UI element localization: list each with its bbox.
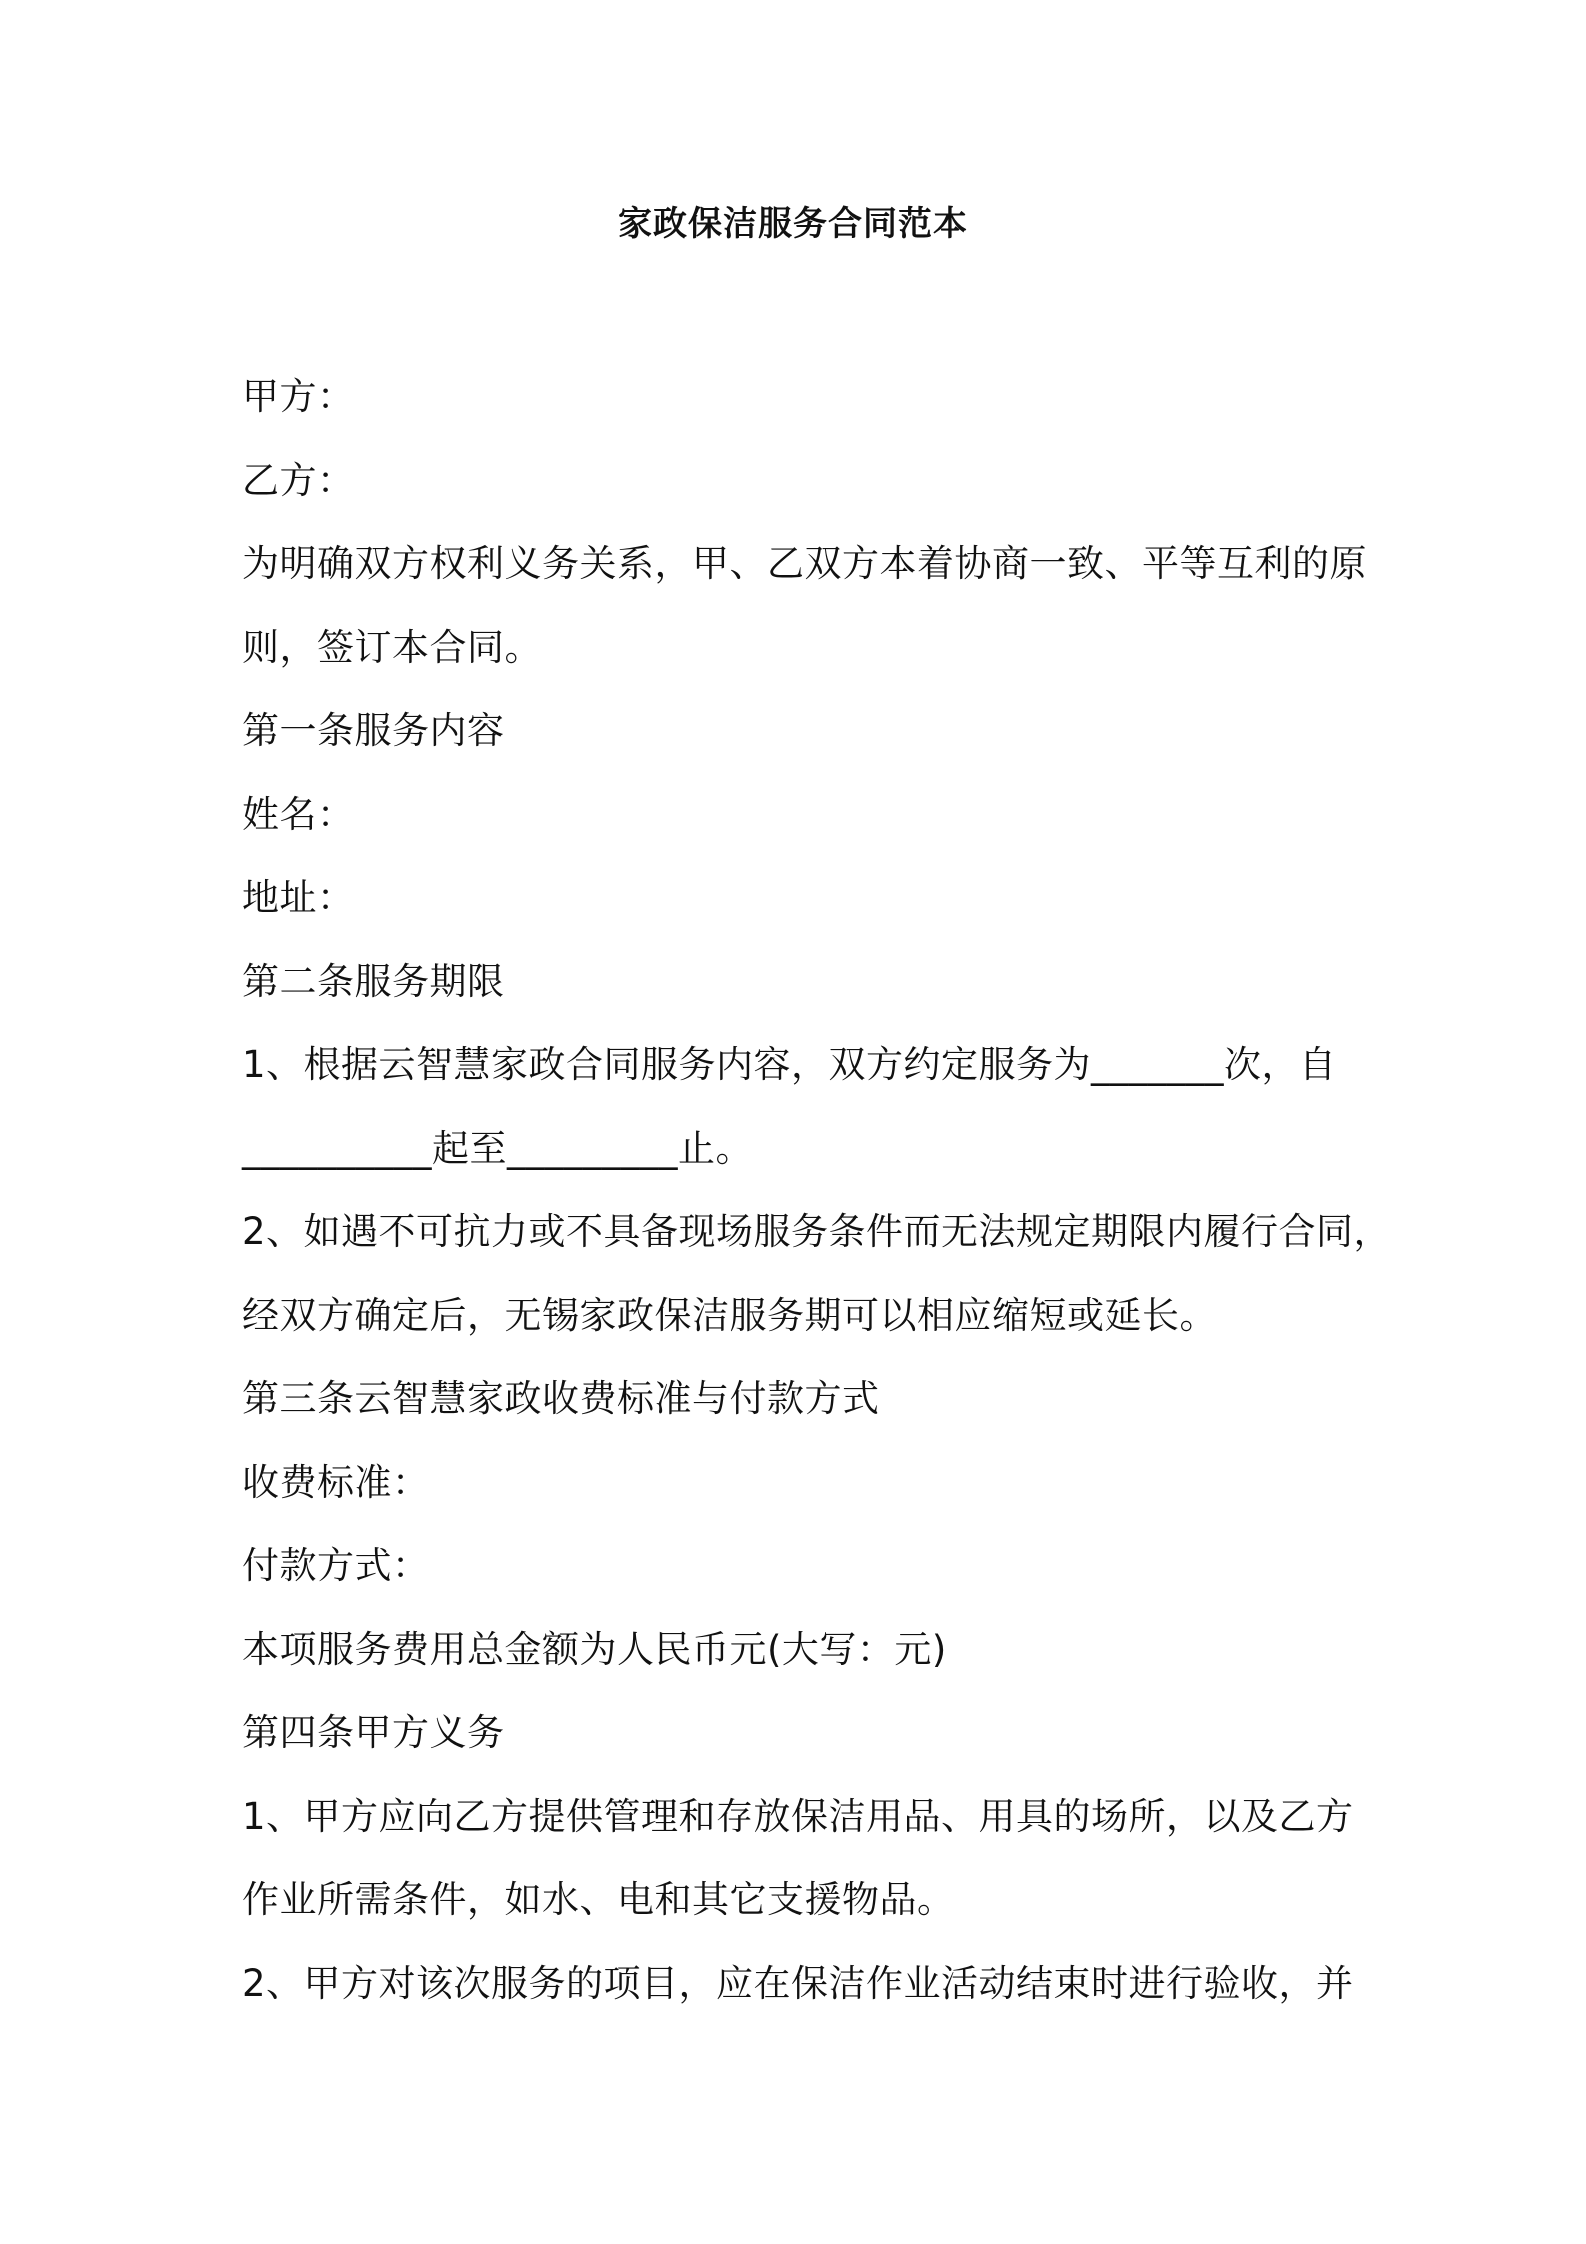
fee-standard-label: 收费标准： <box>242 1461 430 1504</box>
article-4-heading: 第四条甲方义务 <box>242 1711 505 1754</box>
obligation-1-line-1: 1、甲方应向乙方提供管理和存放保洁用品、用具的场所，以及乙方 <box>242 1795 1354 1838</box>
term-clause-1-line-1: 1、根据云智慧家政合同服务内容，双方约定服务为_______次，自 <box>242 1043 1337 1086</box>
preamble-line-1: 为明确双方权利义务关系，甲、乙双方本着协商一致、平等互利的原 <box>242 542 1367 585</box>
term-clause-2-line-1: 2、如遇不可抗力或不具备现场服务条件而无法规定期限内履行合同， <box>242 1210 1392 1253</box>
total-amount-line: 本项服务费用总金额为人民币元(大写：元) <box>242 1628 947 1671</box>
article-3-heading: 第三条云智慧家政收费标准与付款方式 <box>242 1377 880 1420</box>
article-1-heading: 第一条服务内容 <box>242 709 505 752</box>
party-a-label: 甲方： <box>242 375 355 418</box>
payment-method-label: 付款方式： <box>242 1544 430 1587</box>
article-2-heading: 第二条服务期限 <box>242 960 505 1003</box>
address-field-label: 地址： <box>242 876 355 919</box>
preamble-line-2: 则，签订本合同。 <box>242 626 542 669</box>
name-field-label: 姓名： <box>242 793 355 836</box>
party-b-label: 乙方： <box>242 459 355 502</box>
term-clause-2-line-2: 经双方确定后，无锡家政保洁服务期可以相应缩短或延长。 <box>242 1294 1217 1337</box>
obligation-1-line-2: 作业所需条件，如水、电和其它支援物品。 <box>242 1878 955 1921</box>
obligation-2-line-1: 2、甲方对该次服务的项目，应在保洁作业活动结束时进行验收，并 <box>242 1962 1354 2005</box>
document-title: 家政保洁服务合同范本 <box>618 204 968 244</box>
term-clause-1-line-2: __________起至_________止。 <box>242 1127 753 1170</box>
